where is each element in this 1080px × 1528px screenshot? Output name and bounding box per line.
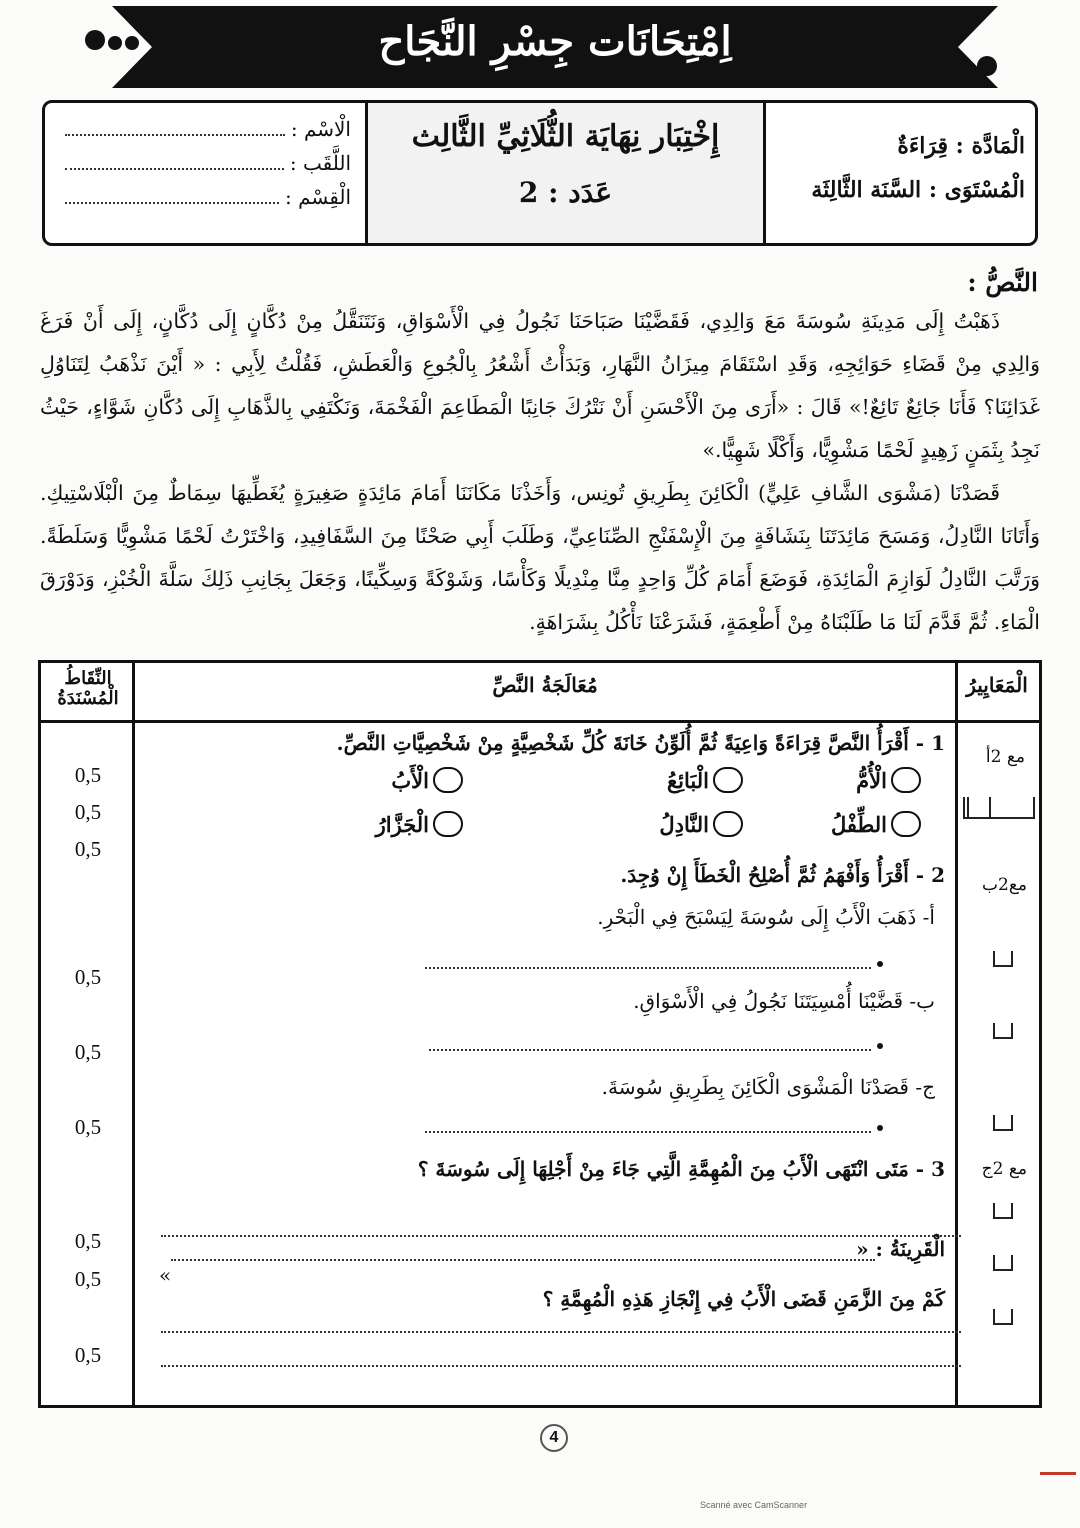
- answer-bullet: [877, 1125, 883, 1131]
- score-box[interactable]: [993, 1309, 1013, 1325]
- score-box[interactable]: [993, 1115, 1013, 1131]
- evidence-close-quote: »: [159, 1263, 172, 1287]
- points-value: 0,5: [74, 1115, 102, 1139]
- red-mark: [1040, 1472, 1076, 1475]
- option-oval[interactable]: [891, 811, 921, 837]
- level-label: الْمُسْتَوَى : السَّنَة الثَّالِثَة: [811, 177, 1025, 203]
- points-value: 0,5: [74, 965, 102, 989]
- option-butcher[interactable]: الْجَزَّارُ: [376, 811, 469, 837]
- criterion-1: مع 2أ: [985, 747, 1025, 767]
- points-value: 0,5: [74, 1343, 102, 1367]
- subject-label: الْمَادَّة : قِرَاءَةٌ: [897, 133, 1025, 159]
- option-oval[interactable]: [433, 767, 463, 793]
- answer-line-2a[interactable]: [425, 967, 871, 969]
- points-value: 0,5: [74, 763, 102, 787]
- question-2a: أ- ذَهَبَ الْأَبُ إِلَى سُوسَةَ لِيَسْبَحَ فِي الْبَحْرِ.: [597, 905, 935, 929]
- class-field[interactable]: الْقِسْم :: [65, 185, 351, 209]
- question-2: 2 - أَقْرَأُ وَأَفْهَمُ ثُمَّ أُصْلِحُ الْخَطَأَ إِنْ وُجِدَ.: [620, 863, 945, 887]
- answer-line-3[interactable]: [161, 1235, 961, 1237]
- exam-number: عَدَد : 2: [518, 176, 613, 209]
- option-oval[interactable]: [891, 767, 921, 793]
- surname-field[interactable]: اللَّقَب :: [65, 151, 351, 175]
- passage-paragraph: قَصَدْنَا (مَشْوَى الشَّافِ عَلِيٍّ) الْكَائِنَ بِطَرِيقِ تُونِس، وَأَخَذْنَا مَكَانَنَا أَمَامَ مَائِدَةٍ صَغِيرَةٍ يُغَطِّيهَا سِمَاطٌ مِنَ الْبْلَاسْتِيكِ. وَأَتَانَا النَّادِلُ، وَمَسَحَ مَائِدَتَنَا بِنَشَافَةٍ مِنَ الْإِسْفَنْجِ الصِّنَاعِيِّ، وَطَلَبَ أَبِي صَحْنًا مِنَ السَّفَافِيدِ، وَاخْتَرْتُ لَحْمًا مَشْوِيًّا وَسَلَطَةً. وَرَتَّبَ النَّادِلُ لَوَازِمَ الْمَائِدَةِ، فَوَضَعَ أَمَامَ كُلِّ وَاحِدٍ مِنَّا مِنْدِيلًا وَكَأْسًا، وَشَوْكَةً وَسِكِّينًا، وَجَعَلَ بِجَانِبِ ذَلِكَ سَلَّةَ الْخُبْزِ، وَدَوْرَقَ الْمَاءِ. ثُمَّ قَدَّمَ لَنَا مَا طَلَبْنَاهُ مِنْ أَطْعِمَةٍ، فَشَرَعْنَا نَأْكُلُ بِشَرَاهَةٍ.: [40, 481, 1040, 634]
- criteria-header: الْمَعَايِيرُ: [966, 673, 1028, 697]
- banner-title: اِمْتِحَانَات جِسْرِ النَّجَاح: [378, 18, 732, 65]
- option-mother[interactable]: الْأُمُّ: [856, 767, 927, 793]
- score-box[interactable]: [993, 951, 1013, 967]
- banner-dots-left: [82, 30, 139, 54]
- points-header: النِّقَاطُ الْمُسْنَدَةُ: [57, 668, 119, 709]
- passage-label: النَّصُّ :: [967, 268, 1038, 297]
- header-student-cell: [45, 103, 365, 243]
- reading-passage: [40, 300, 1040, 644]
- exam-header: [42, 100, 1038, 246]
- option-father[interactable]: الْأَبُ: [391, 767, 469, 793]
- name-field[interactable]: الْاسْم :: [65, 117, 351, 141]
- criterion-1-score-boxes[interactable]: [963, 797, 1035, 819]
- points-value: 0,5: [74, 1040, 102, 1064]
- criterion-2: مع2ب: [982, 875, 1027, 895]
- score-box[interactable]: [993, 1023, 1013, 1039]
- points-value: 0,5: [74, 800, 102, 824]
- scanner-watermark: Scanné avec CamScanner: [700, 1500, 808, 1510]
- criterion-3: مع 2ج: [981, 1159, 1027, 1179]
- option-child[interactable]: الطِّفْلُ: [831, 811, 927, 837]
- answer-bullet: [877, 961, 883, 967]
- question-1: 1 - أَقْرَأُ النَّصَّ قِرَاءَةً وَاعِيَةً ثُمَّ أُلَوِّنُ خَانَةَ كُلِّ شَخْصِيَّةٍ مِنْ شَخْصِيَّاتِ النَّصِّ.: [336, 731, 945, 755]
- points-value: 0,5: [74, 837, 102, 861]
- option-oval[interactable]: [713, 811, 743, 837]
- points-value: 0,5: [74, 1229, 102, 1253]
- exam-banner: [112, 6, 998, 88]
- option-oval[interactable]: [713, 767, 743, 793]
- exam-title: إِخْتِبَار نِهَايَة الثُّلَاثِيِّ الثَّالِث: [411, 119, 720, 154]
- question-2c: ج- قَصَدْنَا الْمَشْوَى الْكَائِنَ بِطَرِيقِ سُوسَةَ.: [601, 1075, 935, 1099]
- option-oval[interactable]: [433, 811, 463, 837]
- processing-header: مُعَالَجَةُ النَّصِّ: [492, 673, 598, 697]
- header-title-cell: [365, 103, 763, 243]
- header-subject-cell: [763, 103, 1035, 243]
- question-2b: ب- قَضَّيْنَا أُمْسِيَتَنَا نَجُولُ فِي الْأَسْوَاقِ.: [633, 989, 935, 1013]
- answer-line-3b[interactable]: [161, 1331, 961, 1333]
- evidence-line[interactable]: [171, 1259, 875, 1261]
- answer-bullet: [877, 1043, 883, 1049]
- passage-paragraph: ذَهَبْتُ إِلَى مَدِينَةِ سُوسَةَ مَعَ وَالِدِي، فَقَضَّيْنَا صَبَاحَنَا نَجُولُ فِي الْأَسْوَاقِ، وَنَتَنَقَّلُ مِنْ دُكَّانٍ إِلَى دُكَّانٍ، إِلَى أَنْ فَرَغَ وَالِدِي مِنْ قَضَاءِ حَوَائِجِهِ، وَقَدِ اسْتَقَامَ مِيزَانُ النَّهَارِ، وَبَدَأْتُ أَشْعُرُ بِالْجُوعِ وَالْعَطَشِ، فَقُلْتُ لِأَبِي : « أَيْنَ نَذْهَبُ لِتَنَاوُلِ غَدَائِنَا؟ فَأَنَا جَائِعٌ تَائِعٌ!» قَالَ : «أَرَى مِنَ الْأَحْسَنِ أَنْ نَتْرُكَ جَانِبًا الْمَطَاعِمَ الْفَخْمَةَ، وَنَكْتَفِي بِالذَّهَابِ إِلَى دُكَّانِ شَوَّاءٍ، حَيْثُ نَجِدُ بِثَمَنٍ زَهِيدٍ لَحْمًا مَشْوِيًّا، وَأَكْلًا شَهِيًّا.»: [40, 309, 1040, 462]
- page-number: 4: [540, 1424, 568, 1452]
- score-box[interactable]: [993, 1203, 1013, 1219]
- banner-dots-right: [940, 56, 997, 80]
- points-value: 0,5: [74, 1267, 102, 1291]
- option-waiter[interactable]: النَّادِلُ: [659, 811, 749, 837]
- question-3: 3 - مَتَى انْتَهَى الْأَبُ مِنَ الْمُهِمَّةِ الَّتِي جَاءَ مِنْ أَجْلِهَا إِلَى سُوسَةَ ؟: [417, 1157, 945, 1181]
- question-3-followup: كَمْ مِنَ الزَّمَنِ قَضَى الْأَبُ فِي إِنْجَازِ هَذِهِ الْمُهِمَّةِ ؟: [542, 1287, 945, 1311]
- answer-line-2c[interactable]: [425, 1131, 871, 1133]
- option-seller[interactable]: الْبَائِعُ: [667, 767, 749, 793]
- evidence-label: الْقَرِينَةُ : «: [856, 1237, 945, 1261]
- answer-line-2b[interactable]: [429, 1049, 871, 1051]
- answer-line-3c[interactable]: [161, 1365, 961, 1367]
- questions-table: [38, 660, 1042, 1408]
- score-box[interactable]: [993, 1255, 1013, 1271]
